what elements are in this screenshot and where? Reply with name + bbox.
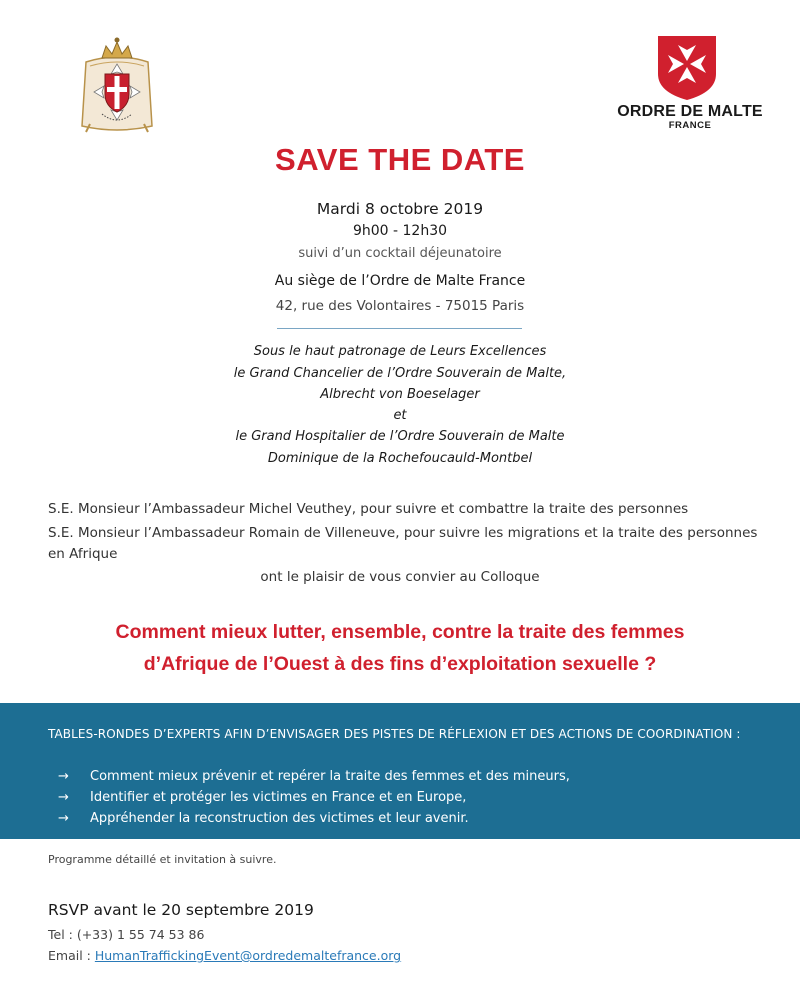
list-item-text: Identifier et protéger les victimes en France et en Europe, [90,790,467,805]
divider [277,328,522,329]
list-item [58,790,466,805]
roundtables-title: TABLES-RONDES D’EXPERTS AFIN D’ENVISAGER DES PISTES DE RÉFLEXION ET DES ACTIONS DE COORDINATION : [48,727,741,741]
colloquium-topic: Comment mieux lutter, ensemble, contre la traite des femmes [115,621,685,643]
maltese-cross-logo-icon [656,34,718,102]
patronage-line: le Grand Chancelier de l’Ordre Souverain de Malte, [233,366,567,381]
arrow-right-icon: → [58,811,69,826]
brand-subtitle: FRANCE [668,120,712,131]
patronage-line: et [393,408,407,423]
arrow-right-icon: → [58,769,69,784]
email-link[interactable]: HumanTraffickingEvent@ordredemaltefrance.org [94,948,402,963]
ambassador-line: S.E. Monsieur l’Ambassadeur Michel Veuthey, pour suivre et combattre la traite des personnes [48,501,689,517]
email-label: Email : [48,948,95,963]
venue-address: 42, rue des Volontaires - 75015 Paris [275,298,525,314]
venue-name: Au siège de l’Ordre de Malte France [274,273,526,289]
list-item [58,769,570,784]
colloquium-topic: d’Afrique de l’Ouest à des fins d’exploitation sexuelle ? [143,653,657,675]
arrow-right-icon: → [58,790,69,805]
patronage-line: Albrecht von Boeselager [320,387,480,402]
list-item-text: Appréhender la reconstruction des victimes et leur avenir. [90,811,469,826]
list-item-text: Comment mieux prévenir et repérer la traite des femmes et des mineurs, [90,769,570,784]
list-item [58,811,469,826]
patronage-line: Sous le haut patronage de Leurs Excellences [253,344,547,359]
contact-email-line [48,948,401,963]
ambassador-line: en Afrique [48,546,118,562]
event-time: 9h00 - 12h30 [352,223,448,239]
page-title: SAVE THE DATE [275,142,525,177]
patronage-line: Dominique de la Rochefoucauld-Montbel [267,451,533,466]
event-date: Mardi 8 octobre 2019 [316,200,484,218]
invitation-text: ont le plaisir de vous convier au Colloque [260,569,540,585]
brand-name: ORDRE DE MALTE [617,103,763,120]
ambassador-line: S.E. Monsieur l’Ambassadeur Romain de Villeneuve, pour suivre les migrations et la traite des personnes [48,525,758,541]
contact-phone: Tel : (+33) 1 55 74 53 86 [48,927,205,942]
coat-of-arms-icon [76,34,158,134]
patronage-line: le Grand Hospitalier de l’Ordre Souverain de Malte [235,429,565,444]
rsvp-deadline: RSVP avant le 20 septembre 2019 [48,901,314,919]
program-note: Programme détaillé et invitation à suivre. [48,853,277,866]
event-meal-note: suivi d’un cocktail déjeunatoire [298,246,502,261]
